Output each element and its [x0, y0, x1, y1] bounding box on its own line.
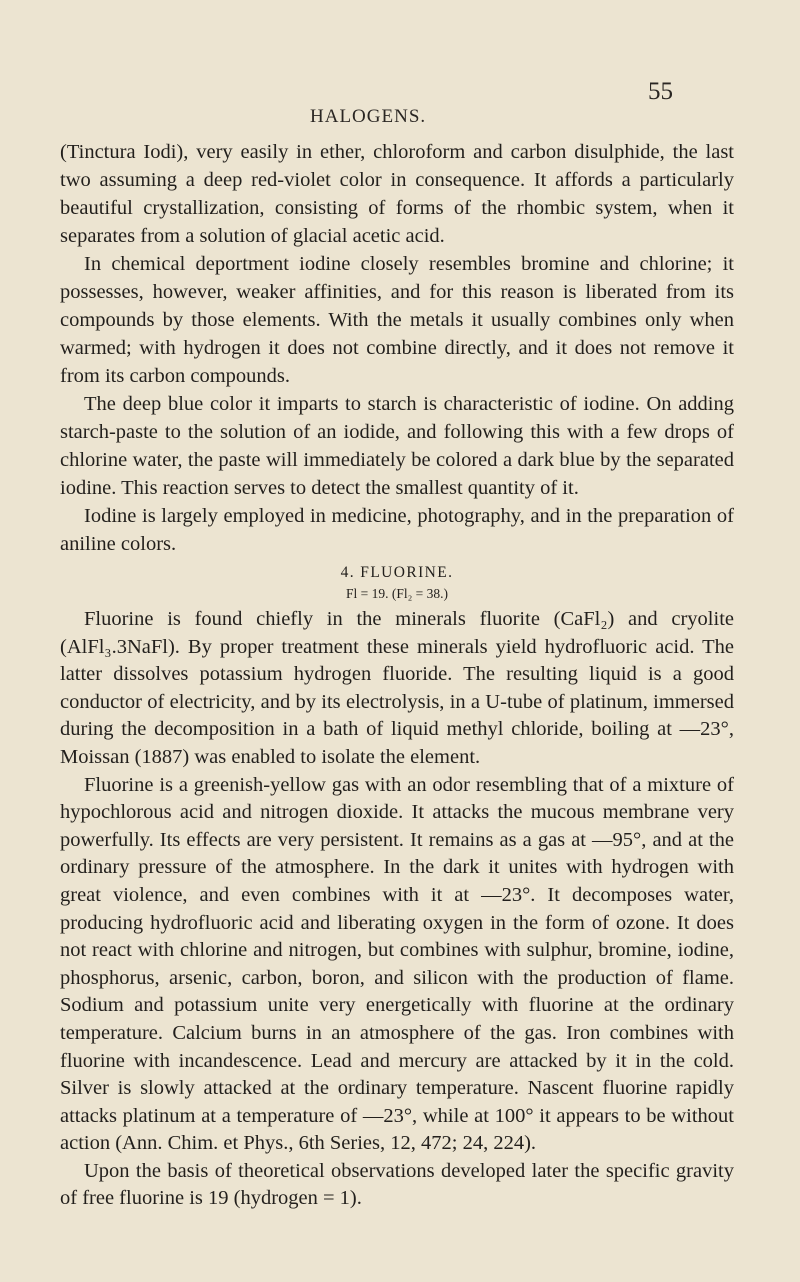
page-number: 55: [648, 78, 673, 105]
paragraph-fluorine-gravity: Upon the basis of theoretical observations developed later the specific gravity of free fluorine is 19 (hydrogen = 1).: [60, 1159, 734, 1210]
section-heading-fluorine: 4. FLUORINE.: [340, 564, 454, 581]
paragraph-iodine-solubility: (Tinctura Iodi), very easily in ether, chloroform and carbon disulphide, the last two assuming a deep red-violet color in consequence. It affords a particularly beautiful crystallization, consisting of forms of the rhombic system, when it separates from a solution of glacial acetic acid.: [60, 141, 734, 247]
body-text: [60, 138, 734, 1213]
paragraph-fluorine-properties: Fluorine is a greenish-yellow gas with an odor resembling that of a mixture of hypochlorous acid and nitrogen dioxide. It attacks the mucous membrane very powerfully. Its effects are very persistent. It remains as a gas at —95°, and at the ordinary pressure of the atmosphere. In the dark it unites with hydrogen with great violence, and even combines with it at —23°. It decomposes water, producing hydrofluoric acid and liberating oxygen in the form of ozone. It does not react with chlorine and nitrogen, but combines with sulphur, bromine, iodine, phosphorus, arsenic, carbon, boron, and silicon with the production of flame. Sodium and potassium unite very energetically with fluorine at the ordinary temperature. Calcium burns in an atmosphere of the gas. Iron combines with fluorine with incandescence. Lead and mercury are attacked by it in the cold. Silver is slowly attacked at the ordinary temperature. Nascent fluorine rapidly attacks platinum at a temperature of —23°, while at 100° it appears to be without action (Ann. Chim. et Phys., 6th Series, 12, 472; 24, 224).: [60, 773, 734, 1155]
running-title: HALOGENS.: [310, 106, 427, 127]
paragraph-starch-reaction: The deep blue color it imparts to starch is characteristic of iodine. On adding starch-paste to the solution of an iodide, and following this with a few drops of chlorine water, the paste will immediately be colored a dark blue by the separated iodine. This reaction serves to detect the smallest quantity of it.: [60, 393, 734, 499]
paragraph-iodine-uses: Iodine is largely employed in medicine, photography, and in the preparation of aniline colors.: [60, 505, 734, 555]
section-formula-line: Fl = 19. (Fl₂ = 38.): [345, 586, 449, 601]
paragraph-iodine-chemistry: In chemical deportment iodine closely resembles bromine and chlorine; it possesses, however, weaker affinities, and for this reason is liberated from its compounds by those elements. With the metals it usually combines only when warmed; with hydrogen it does not combine directly, and it does not remove it from its carbon compounds.: [60, 253, 734, 387]
page-header: [0, 78, 800, 136]
paragraph-fluorine-occurrence: Fluorine is found chiefly in the minerals fluorite (CaFl₂) and cryolite (AlFl₃.3NaFl). By proper treatment these minerals yield hydrofluoric acid. The latter dissolves potassium hydrogen fluoride. The resulting liquid is a good conductor of electricity, and by its electrolysis, in a U-tube of platinum, immersed during the decomposition in a bath of liquid methyl chloride, boiling at —23°, Moissan (1887) was enabled to isolate the element.: [60, 608, 734, 768]
